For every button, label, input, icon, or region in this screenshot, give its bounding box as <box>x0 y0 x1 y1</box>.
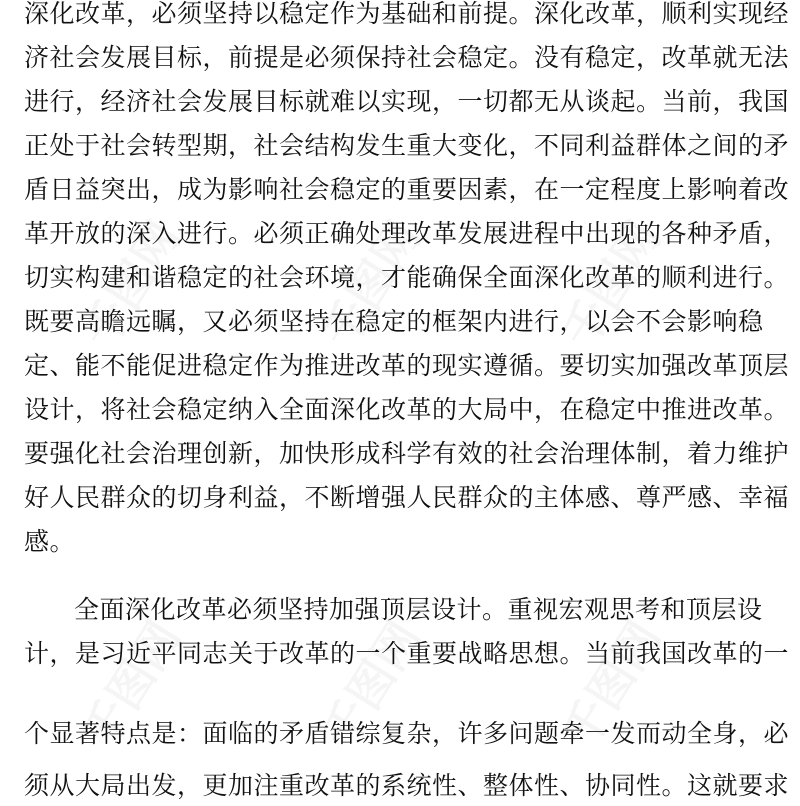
text-line: 好人民群众的切身利益，不断增强人民群众的主体感、尊严感、幸福 <box>24 483 790 512</box>
text-line-partial: 须从大局出发，更加注重改革的系统性、整体性、协同性。这就要求 <box>24 771 790 800</box>
text-line: 感。 <box>24 527 76 556</box>
text-line: 要强化社会治理创新，加快形成科学有效的社会治理体制，着力维护 <box>24 439 790 468</box>
text-line: 盾日益突出，成为影响社会稳定的重要因素，在一定程度上影响着改 <box>24 175 790 204</box>
watermark: 千图网 <box>312 211 432 358</box>
text-line: 定、能不能促进稳定作为推进改革的现实遵循。要切实加强改革顶层 <box>24 351 790 380</box>
watermark: 千图网 <box>552 611 672 758</box>
text-line: 进行，经济社会发展目标就难以实现，一切都无从谈起。当前，我国 <box>24 87 790 116</box>
watermark: 千图网 <box>72 211 192 358</box>
watermark: 千图网 <box>72 611 192 758</box>
text-line: 既要高瞻远瞩，又必须坚持在稳定的框架内进行，以会不会影响稳 <box>24 307 764 336</box>
text-line: 切实构建和谐稳定的社会环境，才能确保全面深化改革的顺利进行。 <box>24 263 790 292</box>
text-line: 个显著特点是：面临的矛盾错综复杂，许多问题牵一发而动全身，必 <box>24 719 790 748</box>
text-line: 深化改革，必须坚持以稳定作为基础和前提。深化改革，顺利实现经 <box>24 0 790 28</box>
text-line: 计，是习近平同志关于改革的一个重要战略思想。当前我国改革的一 <box>24 639 790 668</box>
text-line: 革开放的深入进行。必须正确处理改革发展进程中出现的各种矛盾， <box>24 219 790 248</box>
text-line: 设计，将社会稳定纳入全面深化改革的大局中，在稳定中推进改革。 <box>24 395 790 424</box>
text-line: 正处于社会转型期，社会结构发生重大变化，不同利益群体之间的矛 <box>24 131 790 160</box>
watermark: 千图网 <box>552 211 672 358</box>
paragraph-first-line: 全面深化改革必须坚持加强顶层设计。重视宏观思考和顶层设 <box>74 595 763 624</box>
text-line: 济社会发展目标，前提是必须保持社会稳定。没有稳定，改革就无法 <box>24 43 790 72</box>
watermark: 千图网 <box>312 611 432 758</box>
